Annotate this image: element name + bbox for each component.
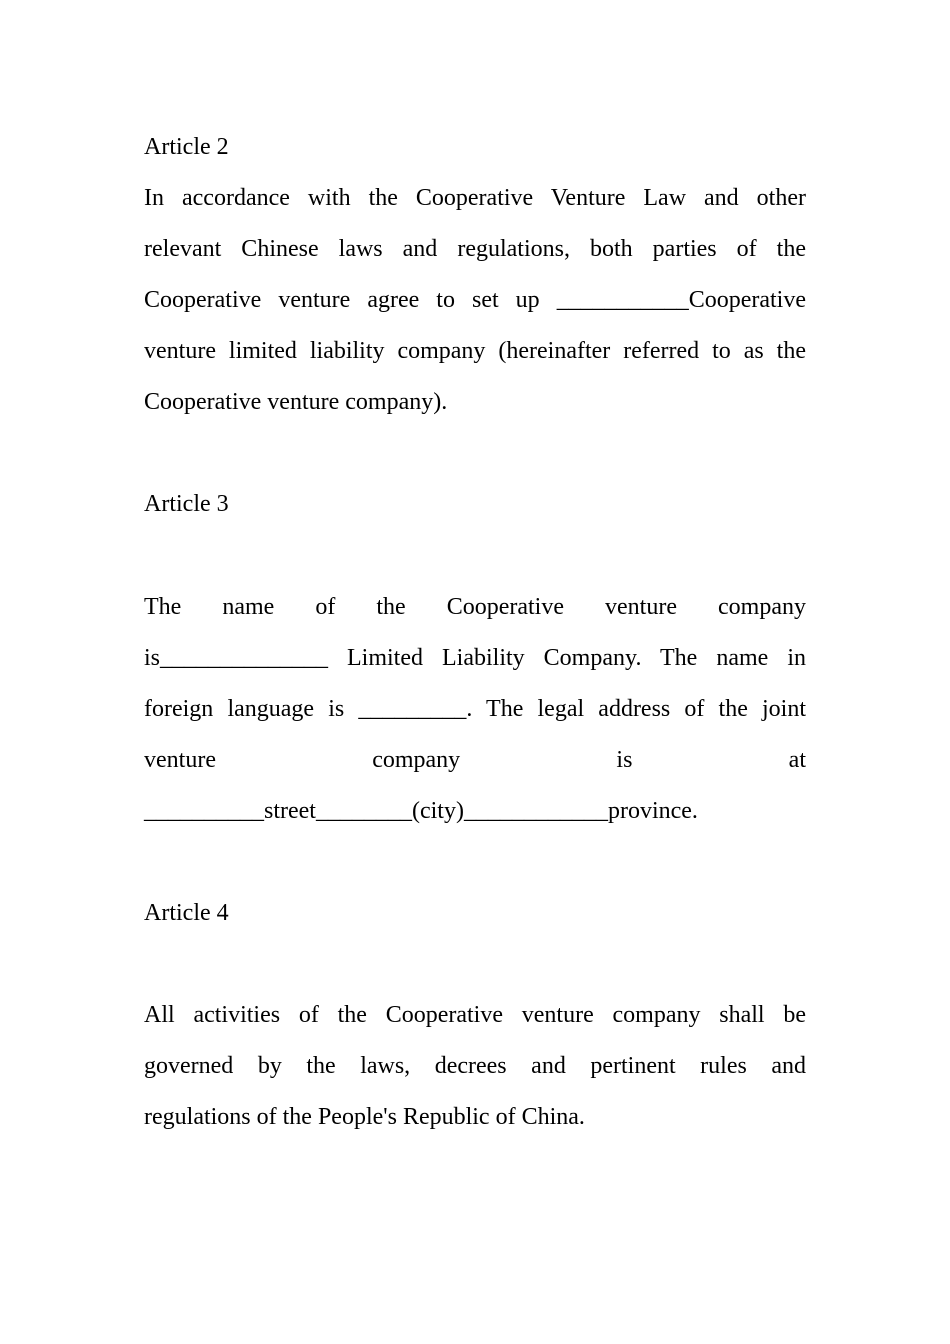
article-3-line-3: foreign language is _________. The legal address of the joint bbox=[144, 696, 806, 722]
article-2-line-3: Cooperative venture agree to set up ___________Cooperative bbox=[144, 287, 806, 313]
article-4-line-3: regulations of the People's Republic of China. bbox=[144, 1104, 585, 1130]
article-3-line-4: venture company is at bbox=[144, 747, 806, 773]
article-2-line-2: relevant Chinese laws and regulations, both parties of the bbox=[144, 236, 806, 262]
article-2-body bbox=[144, 173, 806, 428]
article-3-body bbox=[144, 582, 806, 837]
article-3-line-2: is______________ Limited Liability Company. The name in bbox=[144, 645, 806, 671]
article-3-line-5: __________street________(city)____________province. bbox=[144, 798, 698, 824]
article-4-body bbox=[144, 990, 806, 1143]
article-2-line-1: In accordance with the Cooperative Venture Law and other bbox=[144, 185, 806, 211]
article-4-heading: Article 4 bbox=[144, 900, 229, 926]
article-4-line-1: All activities of the Cooperative venture company shall be bbox=[144, 1002, 806, 1028]
article-2-line-4: venture limited liability company (hereinafter referred to as the bbox=[144, 338, 806, 364]
article-4-line-2: governed by the laws, decrees and pertinent rules and bbox=[144, 1053, 806, 1079]
article-3-line-1: The name of the Cooperative venture company bbox=[144, 594, 806, 620]
article-2-heading: Article 2 bbox=[144, 134, 229, 160]
article-2-line-5: Cooperative venture company). bbox=[144, 389, 448, 415]
article-3-heading: Article 3 bbox=[144, 491, 229, 517]
